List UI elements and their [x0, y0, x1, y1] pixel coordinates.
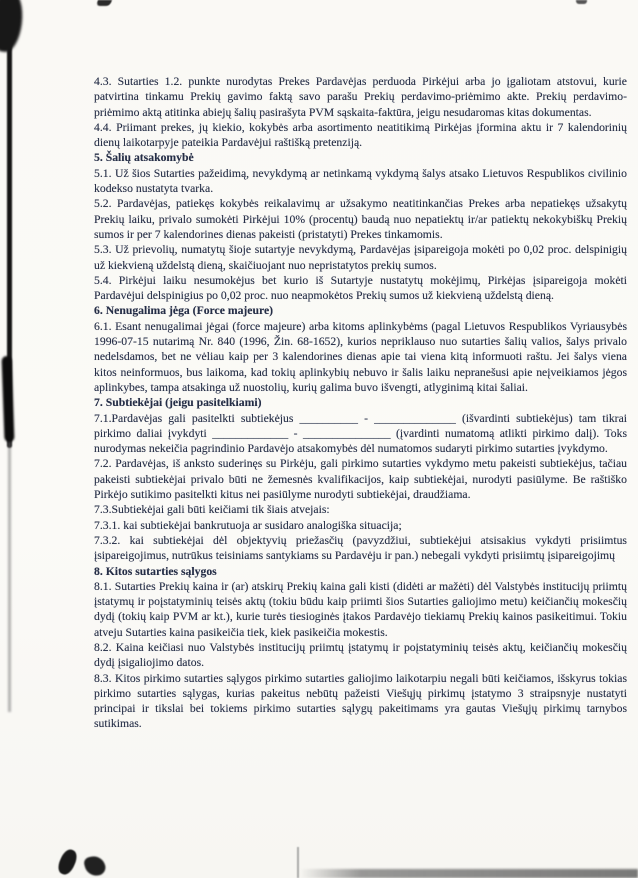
paragraph: 8.2. Kaina keičiasi nuo Valstybės institucijų priimtų įstatymų ir poįstatyminių teisės aktų, keičiančių mokesčių dydį įsigaliojimo datos.: [94, 640, 627, 670]
paragraph: 7.2. Pardavėjas, iš anksto suderinęs su Pirkėju, gali pirkimo sutarties vykdymo metu pakeisti subtiekėjus, tačiau pakeisti subtiekėjai privalo būti ne žemesnės kvalifikacijos, kaip subtiekėjai, nurodyti pasiūlyme. Be raštiško Pirkėjo sutikimo pasitelkti kitus nei pasiūlyme nurodyti subtiekėjai, draudžiama.: [94, 457, 627, 502]
paragraph: 7.3.2. kai subtiekėjai dėl objektyvių priežasčių (pavyzdžiui, subtiekėjui atsisakius vykdyti prisiimtus įsipareigojimus, nutrūkus teisiniams santykiams su Pardavėju ir pan.) nebegali vykdyti prisiimtų įsipareigojimų: [94, 533, 627, 563]
scan-bottom-edge-mark: [55, 847, 79, 877]
scan-bottom-shadow: [300, 869, 638, 878]
paragraph: 8.1. Sutarties Prekių kaina ir (ar) atskirų Prekių kaina gali kisti (didėti ar mažėti) dėl Valstybės institucijų priimtų įstatymų ir poįstatyminių teisės aktų (tokiu būdu kaip priimti šios Sutarties galiojimo metu) keičiančių mokesčių dydį (tokių kaip PVM ar kt.), kurie turės tiesioginės įtakos Pardavėjo tiekiamų Prekių kainos pasikeitimui. Tokiu atveju Sutarties kaina pasikeičia tiek, kiek pasikeičia mokestis.: [94, 579, 627, 639]
section-heading: 7. Subtiekėjai (jeigu pasitelkiami): [94, 396, 262, 410]
scan-top-edge-mark: [96, 0, 112, 6]
scan-top-edge-mark: [576, 0, 587, 4]
scan-top-left-corner-mark: [0, 0, 26, 53]
scan-left-edge-blob: [2, 356, 15, 442]
section-heading: 5. Šalių atsakomybė: [94, 151, 194, 165]
section-heading: 8. Kitos sutarties sąlygos: [94, 564, 217, 578]
section-heading: 6. Nenugalima jėga (Force majeure): [94, 304, 274, 318]
paragraph: 6.1. Esant nenugalimai jėgai (force majeure) arba kitoms aplinkybėms (pagal Lietuvos Respublikos Vyriausybės 1996-07-15 nutarimą Nr. 840 (1996, Žin. 68-1652), kurios nepriklauso nuo sutarties šalių valios, šalys privalo nedelsdamos, bet ne vėliau kaip per 3 kalendorines dienas apie tai viena kitą informuoti raštu. Jei šalys viena kitos neinformuos, bus laikoma, kad tokių aplinkybių nebuvo ir šalis laiku nepranešusi apie neįveikiamos jėgos aplinkybes, tampa atsakinga už nuostolių, kurių galima buvo išvengti, atlyginimą kitai šaliai.: [94, 319, 627, 394]
contract-text-block: [94, 74, 627, 732]
paragraph: 5.3. Už prievolių, numatytų šioje sutartyje nevykdymą, Pardavėjas įsipareigoja mokėti po 0,02 proc. delspinigių už kiekvieną uždelstą dieną, skaičiuojant nuo nepristatytos prekių sumos.: [94, 243, 627, 272]
paragraph: 5.4. Pirkėjui laiku nesumokėjus bet kurio iš Sutartyje nustatytų mokėjimų, Pirkėjas įsipareigoja mokėti Pardavėjui delspinigius po 0,02 proc. nuo neapmokėtos Prekių sumos už kiekvieną uždelstą dieną.: [94, 273, 627, 303]
paragraph: 8.3. Kitos pirkimo sutarties sąlygos pirkimo sutarties galiojimo laikotarpiu negali būti keičiamos, išskyrus tokias pirkimo sutarties sąlygas, kurias pakeitus nebūtų pažeisti Viešųjų pirkimų įstatymo 3 straipsnyje nustatyti principai ir tikslai bei tokiems pirkimo sutarties sąlygų pakeitimams yra gautas Viešųjų pirkimų tarnybos sutikimas.: [94, 671, 627, 731]
paragraph: 4.4. Priimant prekes, jų kiekio, kokybės arba asortimento neatitikimą Pirkėjas įformina aktu ir 7 kalendorinių dienų laikotarpyje pateikia Pardavėjui raštišką pretenziją.: [94, 120, 627, 150]
scan-left-edge-faint-line: [8, 442, 11, 712]
paragraph: 5.1. Už šios Sutarties pažeidimą, nevykdymą ar netinkamą vykdymą šalys atsako Lietuvos Respublikos civilinio kodekso nustatyta tvarka.: [94, 166, 627, 196]
paragraph: 7.3.1. kai subtiekėjai bankrutuoja ar susidaro analogiška situacija;: [94, 518, 402, 532]
paragraph: 5.2. Pardavėjas, patiekęs kokybės reikalavimų ar užsakymo neatitinkančias Prekes arba nepatiekęs užsakytų Prekių laiku, privalo sumokėti Pirkėjui 10% (procentų) baudą nuo nepatiektų ir/ar patiektų nekokybiškų Prekių sumos ir per 7 kalendorines dienas pakeisti (pristatyti) Prekes tinkamomis.: [94, 197, 627, 241]
paragraph: 7.3.Subtiekėjai gali būti keičiami tik šiais atvejais:: [94, 503, 330, 517]
scan-bottom-edge-mark: [83, 854, 107, 878]
paragraph: 7.1.Pardavėjas gali pasitelkti subtiekėjus __________ - ______________ (išvardinti subtiekėjus) tam tikrai pirkimo daliai įvykdyti _____________ - _______________ (įvardinti numatomą atlikti pirkimo dalį). Toks nurodymas nekeičia pagrindinio Pardavėjo atsakomybės dėl numatomos sudaryti pirkimo sutarties įvykdymo.: [94, 411, 627, 456]
scan-bottom-fold-line: [297, 847, 299, 878]
paragraph: 4.3. Sutarties 1.2. punkte nurodytas Prekes Pardavėjas perduoda Pirkėjui arba jo įgaliotam atstovui, kurie patvirtina tinkamu Prekių gavimo faktą savo parašu Prekių perdavimo-priėmimo akte. Prekių perdavimo-priėmimo aktą atitinka abiejų šalių pasirašyta PVM sąskaita-faktūra, jeigu nesudaromas kitas dokumentas.: [94, 75, 627, 119]
